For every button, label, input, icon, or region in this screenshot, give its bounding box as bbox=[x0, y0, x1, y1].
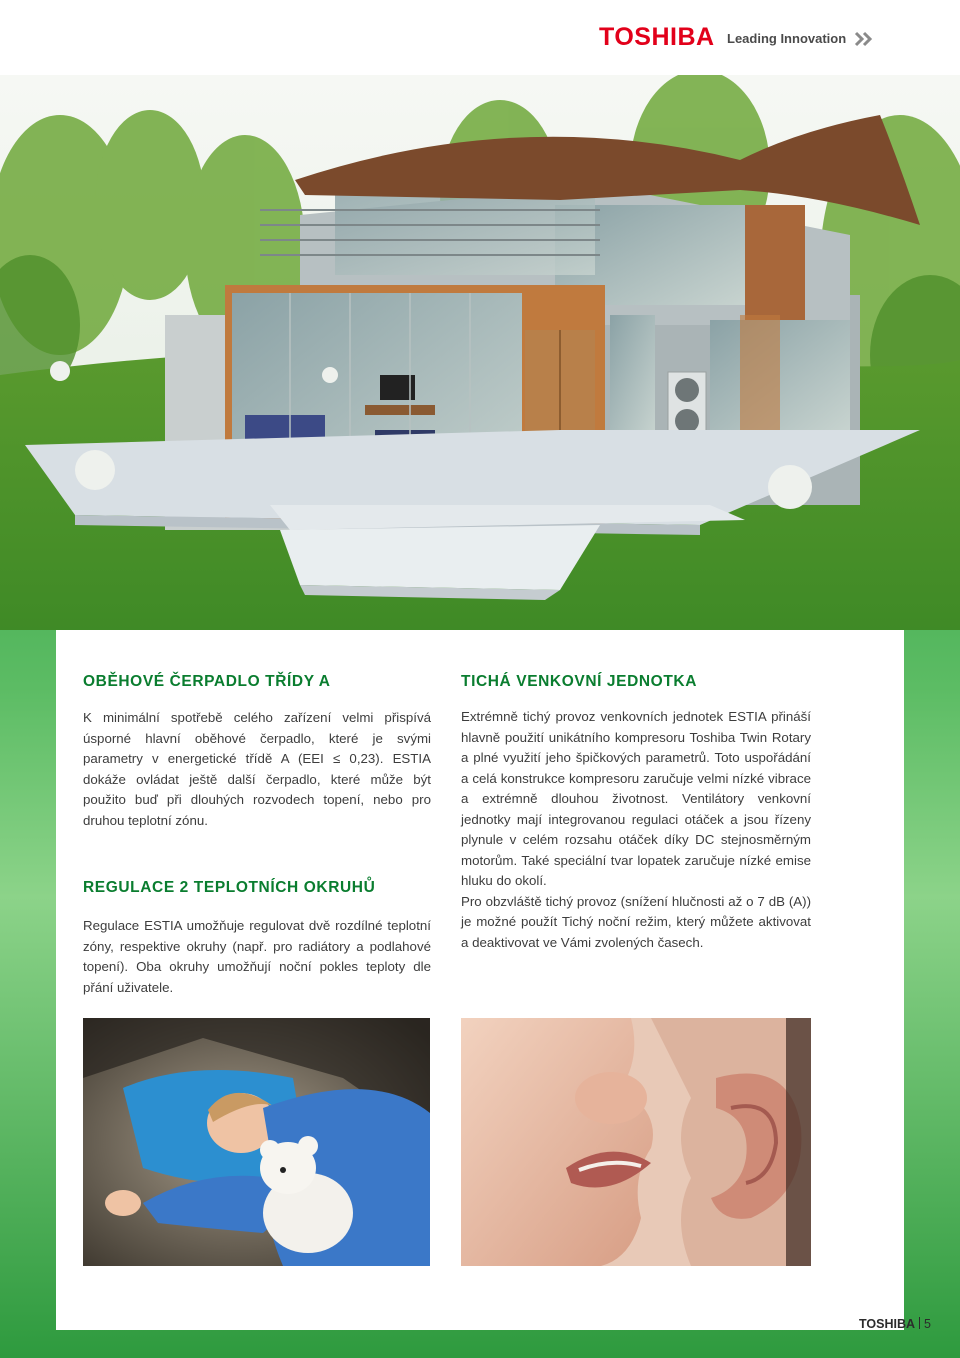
whisper-ear-photo bbox=[461, 1018, 811, 1266]
footer-brand: TOSHIBA bbox=[859, 1317, 916, 1331]
section-title-quiet-outdoor-unit: TICHÁ VENKOVNÍ JEDNOTKA bbox=[461, 673, 697, 690]
page-header bbox=[0, 0, 960, 75]
right-column bbox=[461, 670, 811, 953]
section-text-temperature-circuits: Regulace ESTIA umožňuje regulovat dvě rozdílné teplotní zóny, respektive okruhy (např. pro radiátory a podlahové topení). Oba okruhy umožňují noční pokles teploty dle přání uživatele. bbox=[83, 918, 431, 995]
footer-separator bbox=[919, 1317, 920, 1329]
section-text-circulation-pump: K minimální spotřebě celého zařízení velmi přispívá úsporné hlavní oběhové čerpadlo, které je svými parametry v energetické třídě A (EEI ≤ 0,23). ESTIA dokáže ovládat ještě další čerpadlo, které může být použito buď při dlouhých rozvodech topení, nebo pro druhou teplotní zónu. bbox=[83, 710, 431, 828]
sleeping-child-photo bbox=[83, 1018, 430, 1266]
page-footer bbox=[859, 1316, 931, 1332]
toshiba-logo: TOSHIBA bbox=[599, 23, 715, 51]
left-column bbox=[83, 670, 431, 998]
section-text-night-mode: Pro obzvláště tichý provoz (snížení hlučnosti až o 7 dB (A)) je možné použít Tichý noční režim, který můžete aktivovat a deaktivovat ve Vámi zvolených časech. bbox=[461, 893, 811, 950]
tagline: Leading Innovation bbox=[727, 31, 847, 46]
section-title-temperature-circuits: REGULACE 2 TEPLOTNÍCH OKRUHŮ bbox=[83, 879, 376, 896]
section-title-circulation-pump: OBĚHOVÉ ČERPADLO TŘÍDY A bbox=[83, 673, 331, 690]
page-number: 5 bbox=[924, 1317, 931, 1331]
section-text-quiet-outdoor-unit: Extrémně tichý provoz venkovních jednotek ESTIA přináší hlavně použití unikátního kompresoru Toshiba Twin Rotary a plné využití jeho špičkových parametrů. Toto uspořádání a celá konstrukce kompresoru zaručuje velmi nízké vibrace a extrémně dlouhou životnost. Ventilátory venkovní jednotky mají integrovanou regulaci otáček a jsou řízeny plynule v celém rozsahu otáček díky DC stejnosměrným motorům. Také speciální tvar lopatek zaručuje nízké emise hluku do okolí. bbox=[461, 709, 811, 888]
double-chevron-icon bbox=[854, 30, 874, 48]
hero-house-image bbox=[0, 75, 960, 630]
